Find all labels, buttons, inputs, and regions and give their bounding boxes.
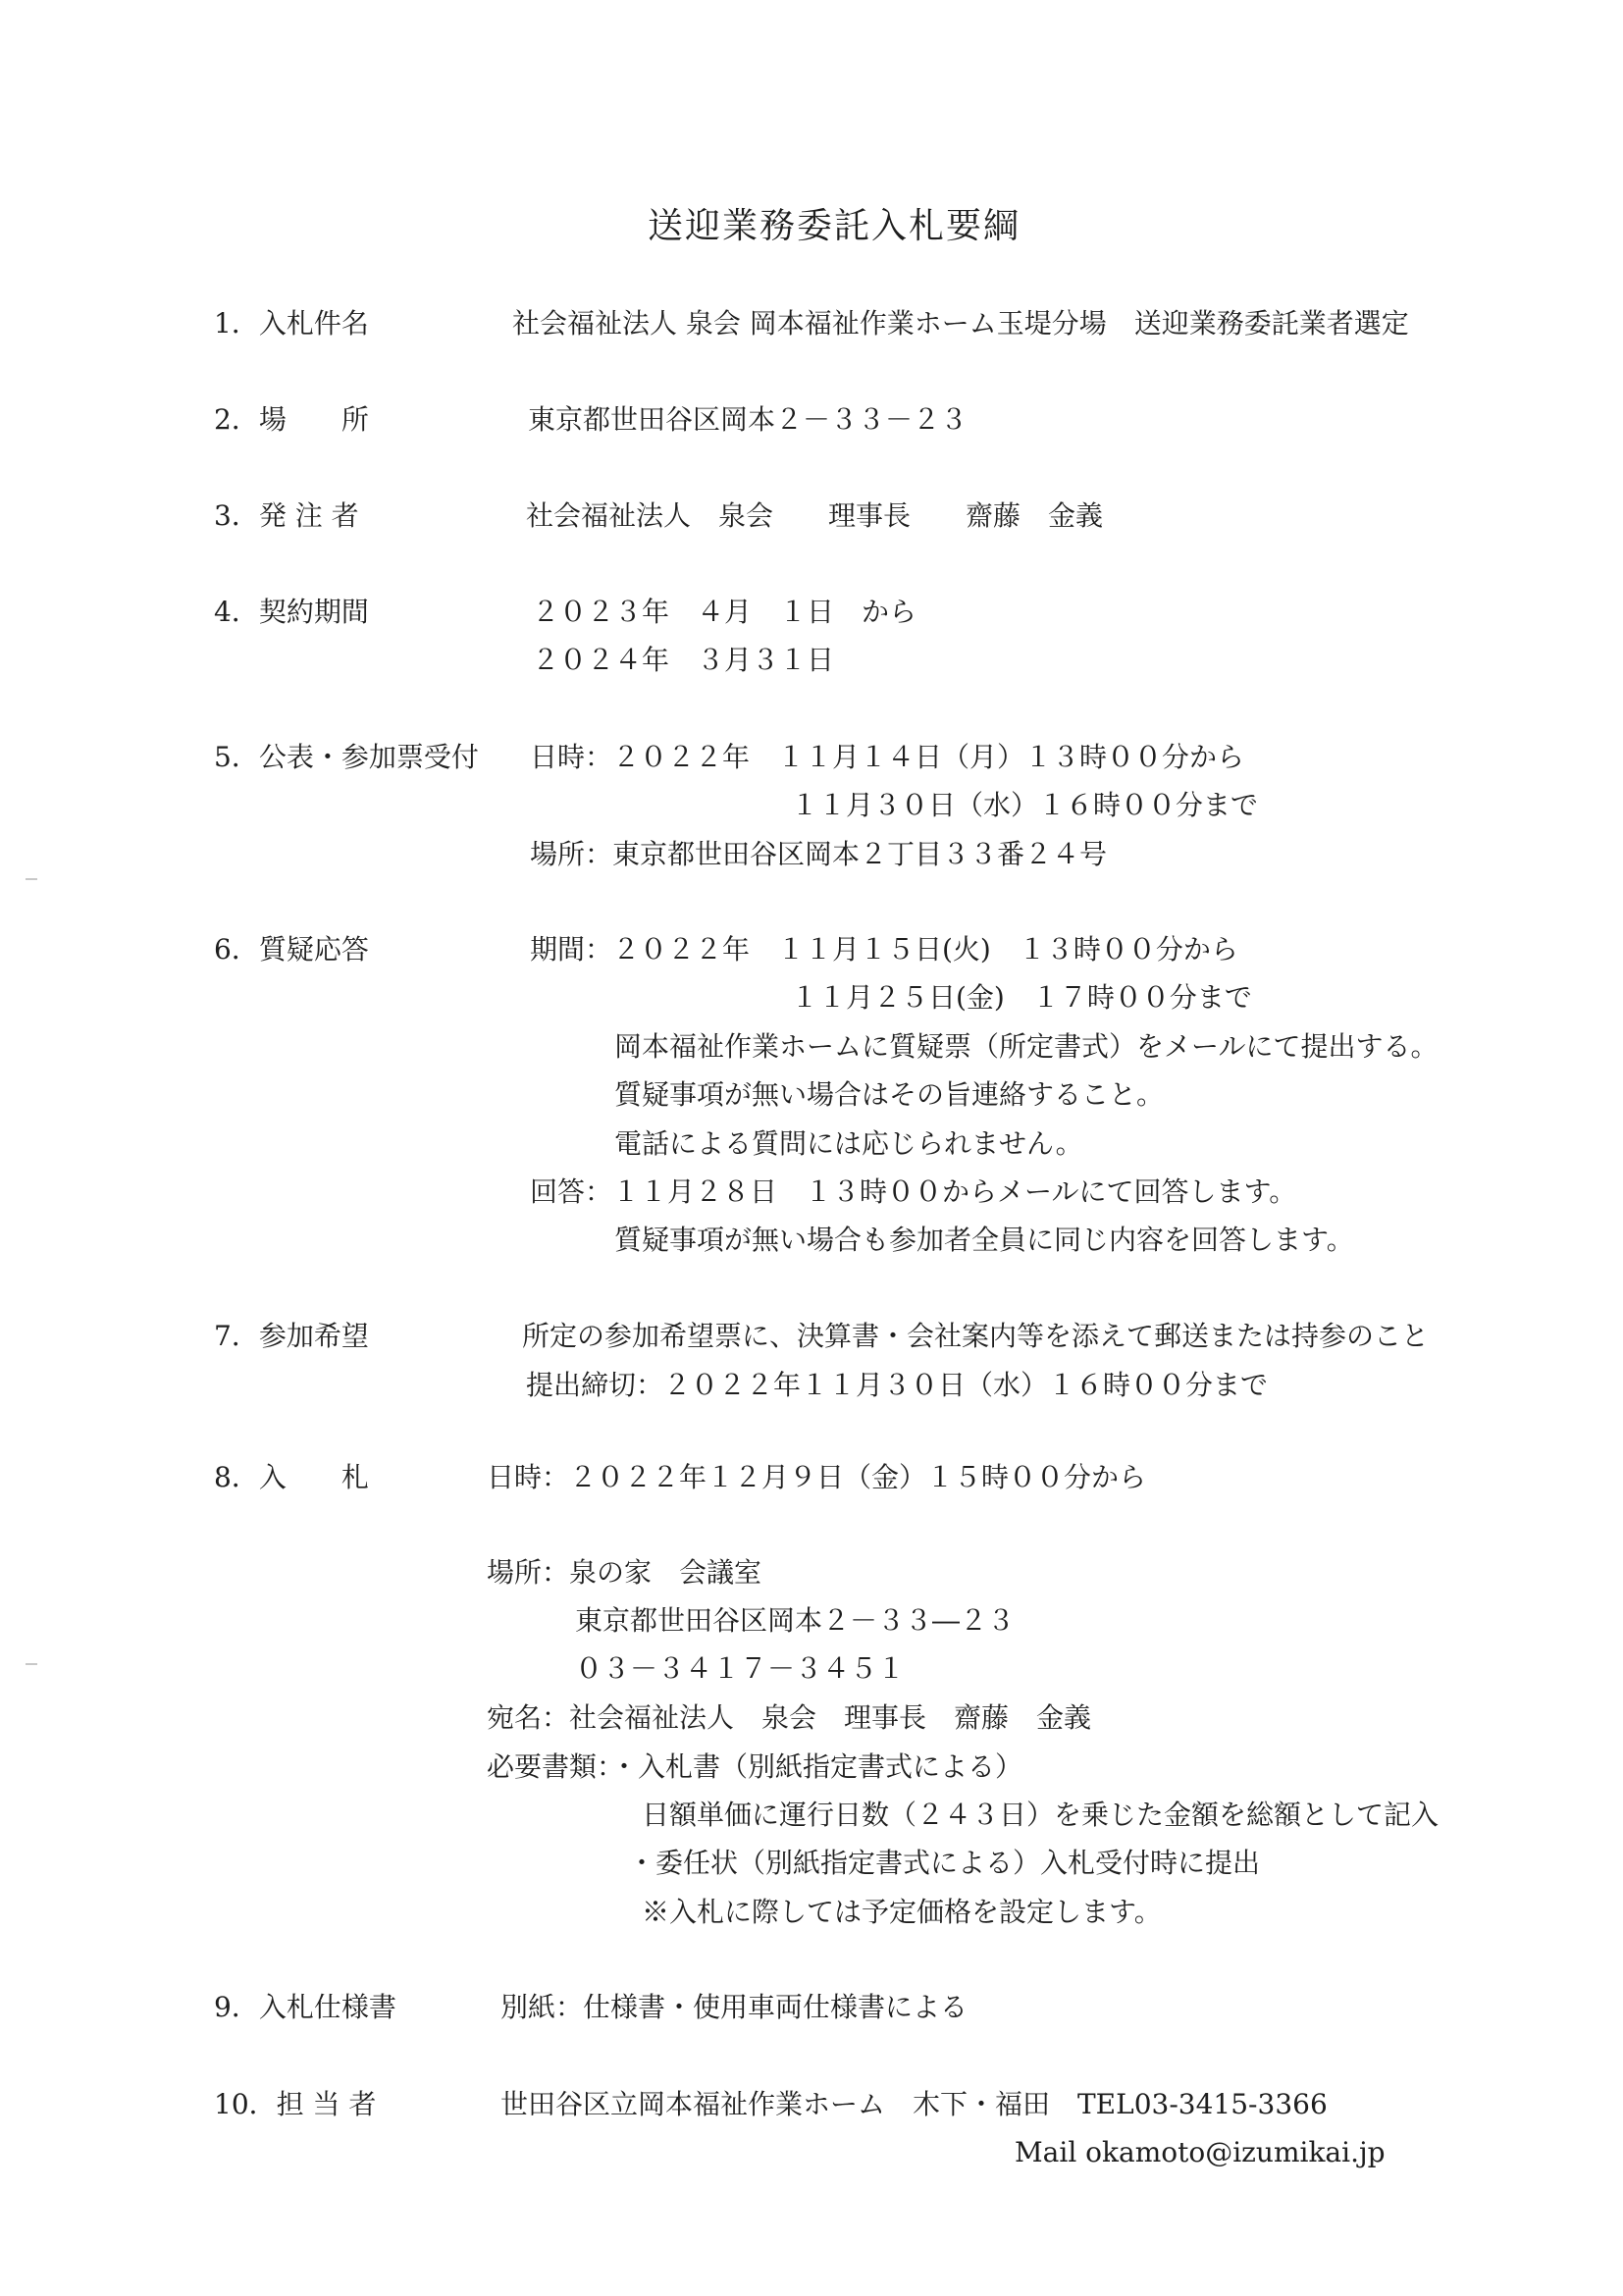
section-3-heading: 3．発 注 者 <box>214 499 359 532</box>
section-6-line: 質疑事項が無い場合はその旨連絡すること。 <box>614 1078 1165 1111</box>
section-2-heading: 2．場 所 <box>214 403 369 436</box>
section-8-line: 日額単価に運行日数（２４３日）を乗じた金額を総額として記入 <box>642 1799 1440 1831</box>
section-8-line: 場所：泉の家 会議室 <box>487 1556 762 1589</box>
section-5-line: １１月３０日（水）１６時００分まで <box>791 789 1259 821</box>
section-8-line: 東京都世田谷区岡本２－３３―２３ <box>575 1604 1016 1637</box>
contact-email: Mail okamoto@izumikai.jp <box>1015 2136 1386 2168</box>
section-8-line: 日時：２０２２年１２月９日（金）１５時００分から <box>487 1461 1147 1493</box>
section-7-line: 所定の参加希望票に、決算書・会社案内等を添えて郵送または持参のこと <box>522 1320 1430 1352</box>
section-5-line: 日時：２０２２年 １１月１４日（月）１３時００分から <box>530 741 1245 773</box>
section-3-line: 社会福祉法人 泉会 理事長 齋藤 金義 <box>526 499 1104 532</box>
section-7-line: 提出締切：２０２２年１１月３０日（水）１６時００分まで <box>526 1369 1269 1401</box>
section-8-heading: 8．入 札 <box>214 1461 369 1493</box>
section-1-heading: 1．入札件名 <box>214 307 369 339</box>
section-2-line: 東京都世田谷区岡本２－３３－２３ <box>528 403 969 436</box>
section-8-line: ・委任状（別紙指定書式による）入札受付時に提出 <box>628 1847 1261 1879</box>
section-6-line: 質疑事項が無い場合も参加者全員に同じ内容を回答します。 <box>614 1224 1354 1256</box>
section-6-line: 期間：２０２２年 １１月１５日(火) １３時００分から <box>530 933 1238 965</box>
section-9-line: 別紙：仕様書・使用車両仕様書による <box>500 1991 969 2023</box>
section-10-heading: 10．担 当 者 <box>214 2088 377 2120</box>
section-6-line: 岡本福祉作業ホームに質疑票（所定書式）をメールにて提出する。 <box>614 1030 1439 1063</box>
section-6-line: 回答：１１月２８日 １３時００からメールにて回答します。 <box>530 1175 1297 1208</box>
section-8-line: 宛名：社会福祉法人 泉会 理事長 齋藤 金義 <box>487 1701 1092 1734</box>
section-6-heading: 6．質疑応答 <box>214 933 369 965</box>
scan-mark <box>26 878 37 880</box>
section-7-heading: 7．参加希望 <box>214 1320 369 1352</box>
section-8-line: ※入札に際しては予定価格を設定します。 <box>642 1896 1162 1928</box>
section-4-heading: 4．契約期間 <box>214 596 369 628</box>
section-5-heading: 5．公表・参加票受付 <box>214 741 479 773</box>
section-5-line: 場所：東京都世田谷区岡本２丁目３３番２４号 <box>530 838 1108 870</box>
section-4-line: ２０２３年 ４月 １日 から <box>532 596 917 628</box>
section-8-line: 必要書類：・入札書（別紙指定書式による） <box>487 1750 1023 1783</box>
section-8-line: ０３－３４１７－３４５１ <box>575 1652 906 1685</box>
scan-mark <box>26 1663 37 1665</box>
section-6-line: 電話による質問には応じられません。 <box>614 1127 1083 1160</box>
document-title: 送迎業務委託入札要綱 <box>648 206 1021 246</box>
section-9-heading: 9．入札仕様書 <box>214 1991 396 2023</box>
section-10-line: 世田谷区立岡本福祉作業ホーム 木下・福田 TEL03-3415-3366 <box>500 2088 1328 2120</box>
section-1-line: 社会福祉法人 泉会 岡本福祉作業ホーム玉堤分場 送迎業務委託業者選定 <box>512 307 1409 339</box>
section-4-line: ２０２４年 ３月３１日 <box>532 644 835 676</box>
section-6-line: １１月２５日(金) １７時００分まで <box>791 981 1252 1014</box>
